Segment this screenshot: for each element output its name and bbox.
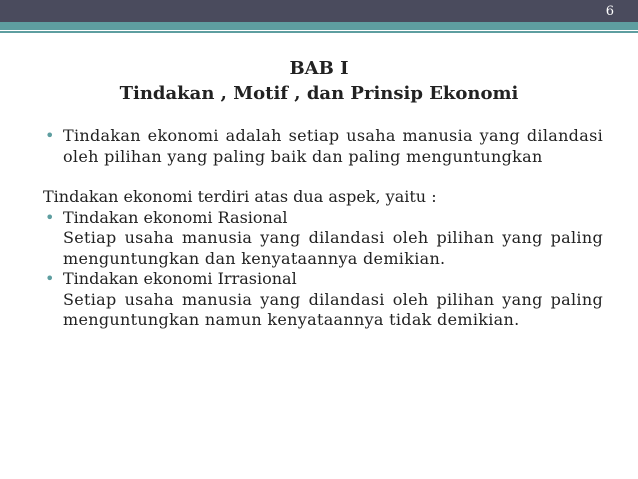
slide-number: 6: [605, 4, 614, 19]
slide-title: [0, 57, 638, 106]
bullet-definition: [43, 126, 603, 167]
aspects-intro: Tindakan ekonomi terdiri atas dua aspek, yaitu :: [43, 187, 437, 206]
bullet-dot-icon: •: [45, 269, 55, 288]
bullet-rational-heading: Tindakan ekonomi Rasional: [63, 207, 288, 227]
bullet-irrational-text: Setiap usaha manusia yang dilandasi oleh pilihan yang paling menguntungkan namun kenyataannya tidak demikian.: [63, 289, 603, 329]
bullet-rational-text: Setiap usaha manusia yang dilandasi oleh pilihan yang paling menguntungkan dan kenyataannya demikian.: [63, 228, 603, 268]
title-chapter: BAB I: [289, 58, 349, 79]
accent-divider: [0, 31, 638, 33]
bullet-rational: [43, 208, 603, 229]
accent-band: [0, 22, 638, 30]
bullet-irrational-heading: Tindakan ekonomi Irrasional: [63, 269, 297, 288]
bullet-irrational: [43, 269, 603, 290]
spacer: [43, 167, 603, 187]
header-bar: [0, 0, 638, 22]
bullet-dot-icon: •: [45, 207, 55, 227]
slide-body: [43, 126, 603, 331]
bullet-dot-icon: •: [45, 126, 55, 145]
bullet-definition-text: Tindakan ekonomi adalah setiap usaha manusia yang dilandasi oleh pilihan yang paling baik dan paling menguntungkan: [63, 126, 603, 166]
title-subject: Tindakan , Motif , dan Prinsip Ekonomi: [119, 83, 519, 104]
